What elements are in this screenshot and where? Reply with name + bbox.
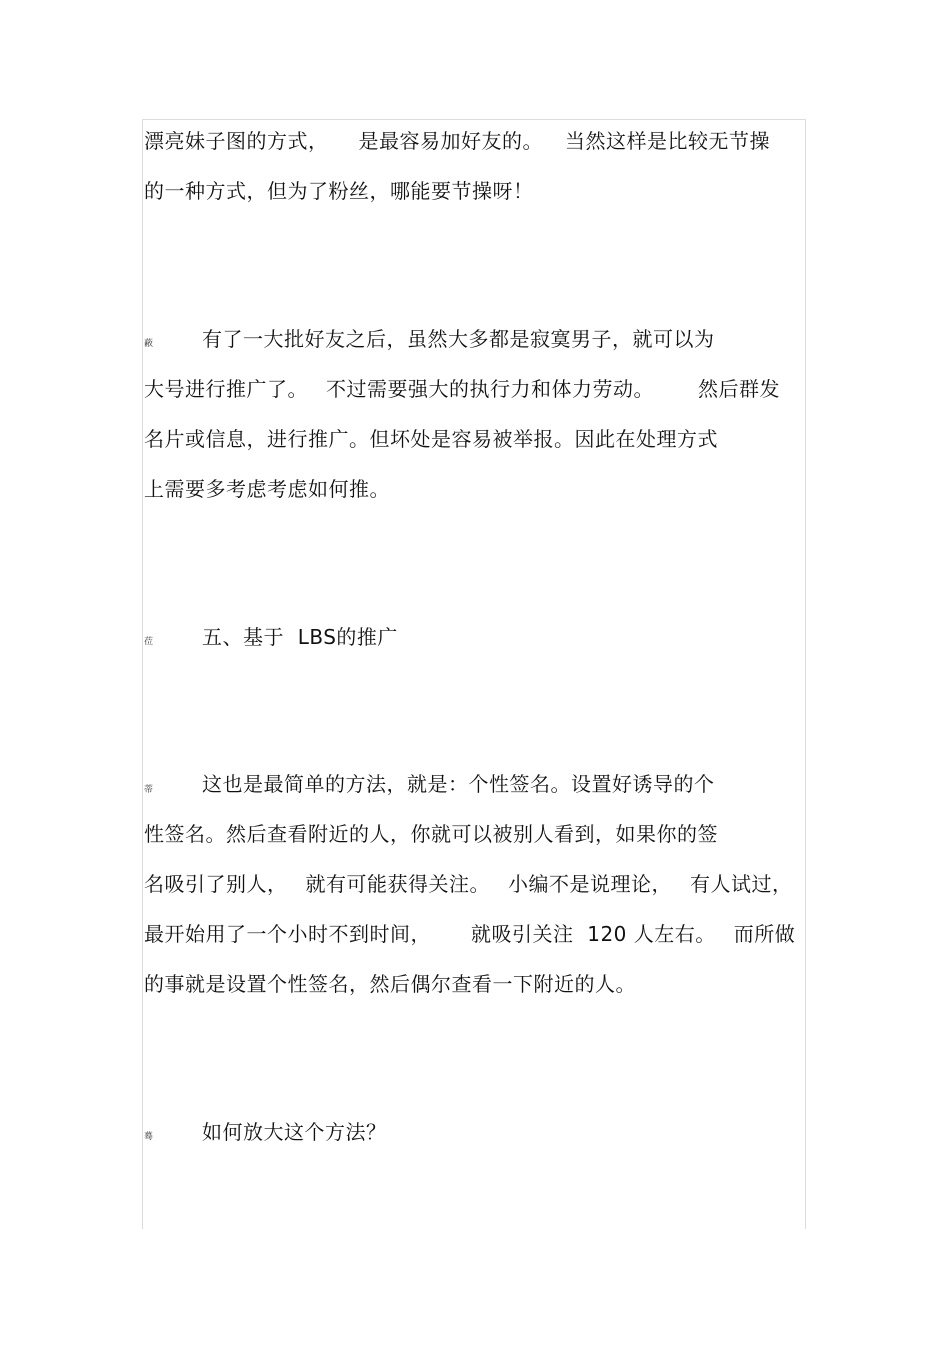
text-line-11 — [144, 920, 795, 948]
text-segment: 不过需要强大的执行力和体力劳动。 — [326, 377, 654, 401]
text-segment: 有人试过， — [690, 872, 793, 896]
text-line-6: 上需要多考虑考虑如何推。 — [144, 477, 390, 501]
text-segment: 是最容易加好友的。 — [358, 129, 543, 153]
text-segment: 最开始用了一个小时不到时间， — [144, 922, 431, 946]
text-line-2: 的一种方式，但为了粉丝，哪能要节操呀！ — [144, 179, 534, 203]
text-segment: 就吸引关注 120 人左右。 — [471, 922, 716, 946]
paragraph-marker: 蓦 — [144, 1132, 154, 1142]
text-line-9: 性签名。然后查看附近的人，你就可以被别人看到，如果你的签 — [144, 822, 718, 846]
text-segment: 而所做 — [733, 922, 796, 946]
paragraph-marker: 蒂 — [144, 785, 154, 795]
text-segment: 就有可能获得关注。 — [305, 872, 490, 896]
paragraph-marker: 蔽 — [144, 339, 154, 349]
text-line-10 — [144, 870, 793, 898]
text-line-1 — [144, 127, 770, 155]
text-segment: 名吸引了别人， — [144, 872, 288, 896]
text-line-12: 的事就是设置个性签名，然后偶尔查看一下附近的人。 — [144, 972, 636, 996]
text-segment: 小编不是说理论， — [508, 872, 672, 896]
section-heading: 五、基于 LBS的推广 — [202, 625, 398, 649]
text-segment: 漂亮妹子图的方式， — [144, 129, 329, 153]
text-line-5: 名片或信息，进行推广。但坏处是容易被举报。因此在处理方式 — [144, 427, 718, 451]
text-segment: 当然这样是比较无节操 — [565, 129, 770, 153]
text-line-4 — [144, 375, 780, 403]
text-line-13: 如何放大这个方法？ — [202, 1120, 387, 1144]
paragraph-marker: 莅 — [144, 637, 154, 647]
text-line-8: 这也是最简单的方法，就是：个性签名。设置好诱导的个 — [202, 772, 715, 796]
text-line-3: 有了一大批好友之后，虽然大多都是寂寞男子，就可以为 — [202, 327, 715, 351]
page-frame — [142, 119, 806, 1229]
text-segment: 大号进行推广了。 — [144, 377, 308, 401]
text-segment: 然后群发 — [698, 377, 780, 401]
